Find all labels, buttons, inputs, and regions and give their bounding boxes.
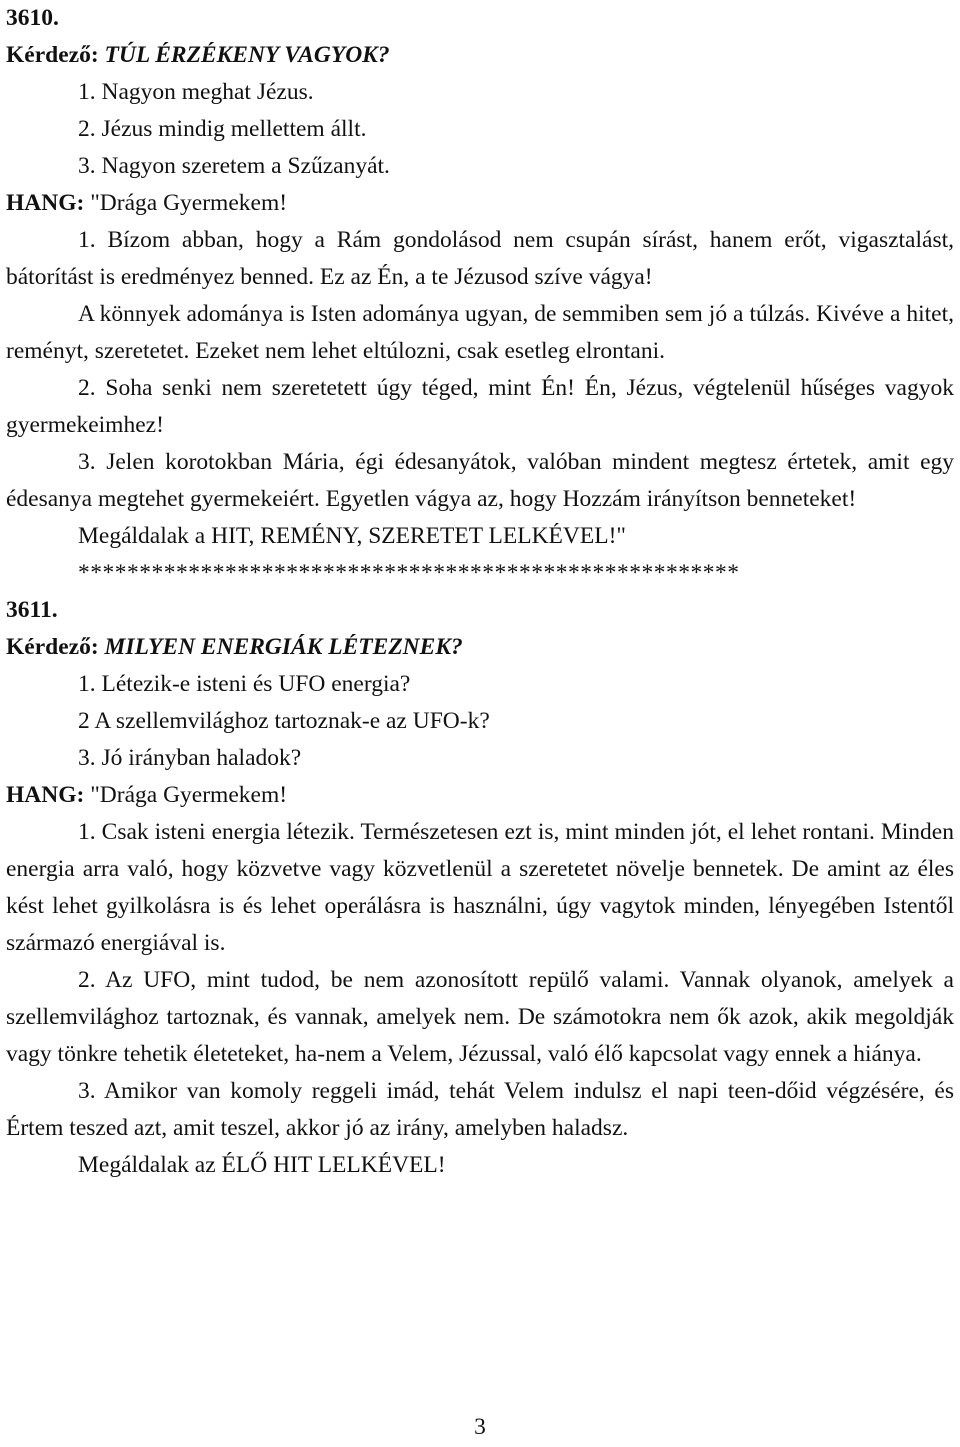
answer-paragraph: 2. Soha senki nem szeretetett úgy téged, mint Én! Én, Jézus, végtelenül hűséges vagyok gyermekeimhez! bbox=[6, 375, 954, 438]
separator: ****************************************************** bbox=[78, 560, 740, 586]
entry-number: 3611. bbox=[6, 597, 58, 623]
answer-paragraph: A könnyek adománya is Isten adománya ugyan, de semmiben sem jó a túlzás. Kivéve a hitet, reményt, szeretetet. Ezeket nem lehet eltúlozni, csak esetleg elrontani. bbox=[6, 301, 954, 364]
question-item: 1. Létezik-e isteni és UFO energia? bbox=[78, 671, 411, 697]
voice-greeting: "Drága Gyermekem! bbox=[90, 190, 288, 216]
question-title: TÚL ÉRZÉKENY VAGYOK? bbox=[104, 42, 390, 68]
voice-greeting: "Drága Gyermekem! bbox=[90, 782, 288, 808]
answer-paragraph: 1. Csak isteni energia létezik. Természetesen ezt is, mint minden jót, el lehet rontani. Minden energia arra való, hogy közvetve vagy közvetlenül a szeretetet növelje bennetek. De amint az éles kést lehet gyilkolásra is és lehet operálásra is használni, úgy vagytok minden, lényegében Istentől származó energiával is. bbox=[6, 819, 954, 956]
asker-label: Kérdező: bbox=[6, 634, 99, 660]
question-item: 1. Nagyon meghat Jézus. bbox=[78, 79, 314, 105]
entry-number: 3610. bbox=[6, 5, 59, 31]
question-header bbox=[6, 629, 954, 666]
question-item: 3. Jó irányban haladok? bbox=[78, 745, 302, 771]
answer-paragraph: 3. Jelen korotokban Mária, égi édesanyátok, valóban mindent megtesz értetek, amit egy édesanya megtehet gyermekeiért. Egyetlen vágya az, hogy Hozzám irányítson benneteket! bbox=[6, 449, 954, 512]
question-header bbox=[6, 37, 954, 74]
page-number: 3 bbox=[474, 1414, 486, 1440]
question-item: 2 A szellemvilághoz tartoznak-e az UFO-k? bbox=[78, 708, 490, 734]
answer-paragraph: 2. Az UFO, mint tudod, be nem azonosított repülő valami. Vannak olyanok, amelyek a szellemvilághoz tartoznak, és vannak, amelyek nem. De számotokra nem ők azok, akik megoldják vagy tönkre tehetik életeteket, ha-nem a Velem, Jézussal, való élő kapcsolat vagy ennek a hiánya. bbox=[6, 967, 954, 1067]
document-page bbox=[6, 0, 954, 1184]
question-item: 2. Jézus mindig mellettem állt. bbox=[78, 116, 367, 142]
voice-header bbox=[6, 777, 954, 814]
answer-paragraph: 1. Bízom abban, hogy a Rám gondolásod nem csupán sírást, hanem erőt, vigasztalást, bátorítást is eredményez benned. Ez az Én, a te Jézusod szíve vágya! bbox=[6, 227, 954, 290]
voice-label: HANG: bbox=[6, 190, 85, 216]
blessing: Megáldalak az ÉLŐ HIT LELKÉVEL! bbox=[78, 1152, 446, 1178]
question-item: 3. Nagyon szeretem a Szűzanyát. bbox=[78, 153, 390, 179]
question-title: MILYEN ENERGIÁK LÉTEZNEK? bbox=[104, 634, 463, 660]
asker-label: Kérdező: bbox=[6, 42, 99, 68]
blessing: Megáldalak a HIT, REMÉNY, SZERETET LELKÉVEL!" bbox=[78, 523, 627, 549]
answer-paragraph: 3. Amikor van komoly reggeli imád, tehát Velem indulsz el napi teen-dőid végzésére, és Értem teszed azt, amit teszel, akkor jó az irány, amelyben haladsz. bbox=[6, 1078, 954, 1141]
voice-label: HANG: bbox=[6, 782, 85, 808]
voice-header bbox=[6, 185, 954, 222]
